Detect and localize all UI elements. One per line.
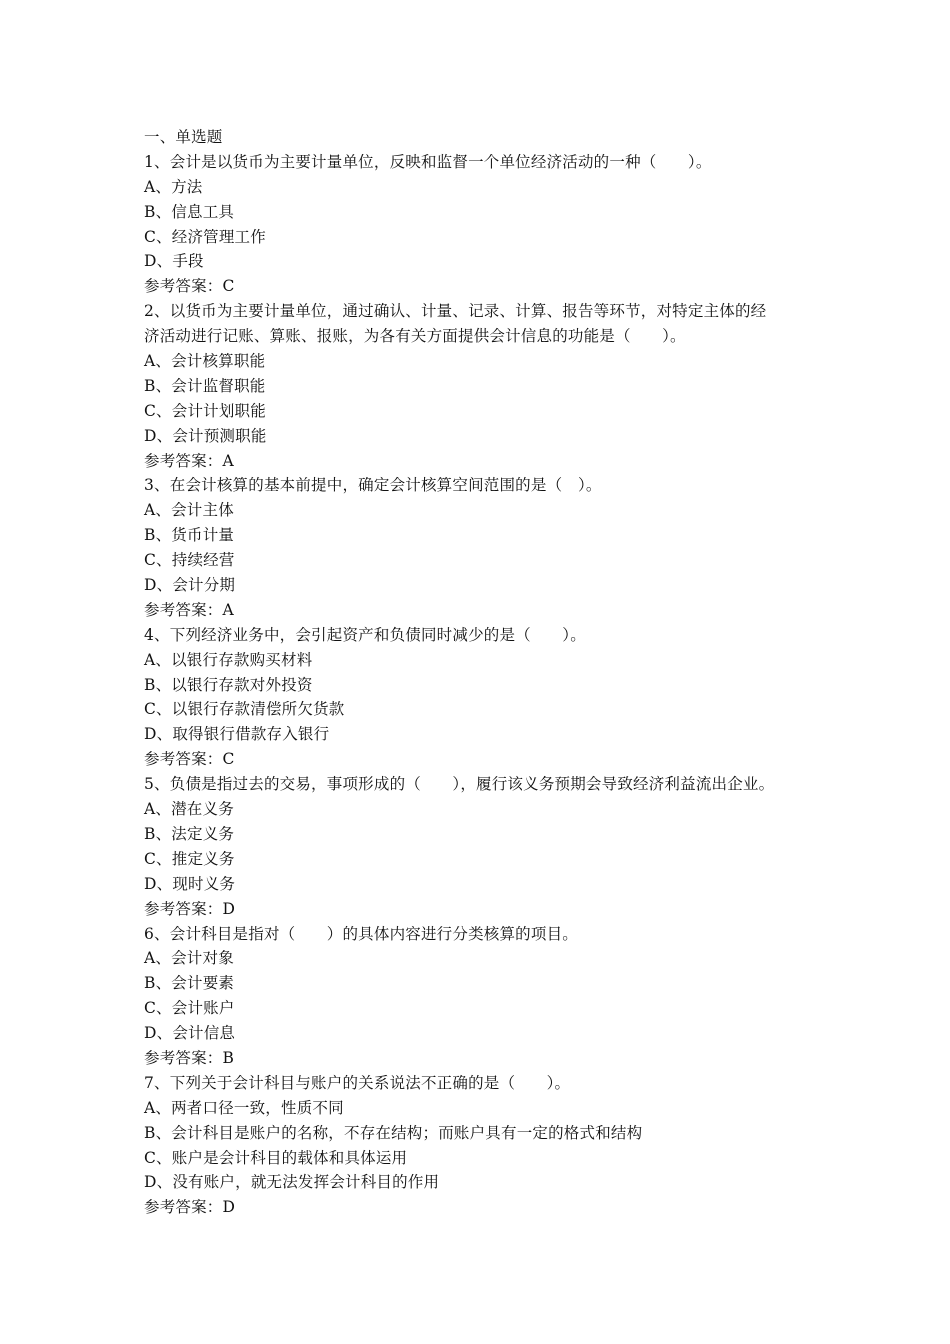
option-d: D、手段 [144,252,204,271]
question-stem: 4、下列经济业务中，会引起资产和负债同时减少的是（ ）。 [144,625,586,644]
reference-answer: 参考答案：C [144,277,235,296]
option-c: C、会计账户 [144,999,235,1018]
option-a: A、两者口径一致，性质不同 [144,1098,344,1117]
option-d: D、会计分期 [144,576,236,595]
option-b: B、以银行存款对外投资 [144,675,313,694]
reference-answer: 参考答案：D [144,899,236,918]
question-2 [144,299,824,473]
option-d: D、取得银行借款存入银行 [144,725,330,744]
question-stem: 7、下列关于会计科目与账户的关系说法不正确的是（ ）。 [144,1073,571,1092]
option-a: A、以银行存款购买材料 [144,650,313,669]
question-stem: 6、会计科目是指对（ ）的具体内容进行分类核算的项目。 [144,924,578,943]
option-d: D、会计信息 [144,1024,236,1043]
question-4 [144,623,824,772]
option-b: B、信息工具 [144,202,235,221]
reference-answer: 参考答案：A [144,600,234,619]
option-d: D、现时义务 [144,874,236,893]
option-a: A、会计对象 [144,949,234,968]
question-stem-line-2: 济活动进行记账、算账、报账，为各有关方面提供会计信息的功能是（ ）。 [144,327,686,346]
option-c: C、以银行存款清偿所欠货款 [144,700,345,719]
option-c: C、账户是会计科目的载体和具体运用 [144,1148,408,1167]
option-b: B、会计科目是账户的名称，不存在结构；而账户具有一定的格式和结构 [144,1123,643,1142]
reference-answer: 参考答案：B [144,1048,235,1067]
option-b: B、货币计量 [144,526,235,545]
question-stem-line-1: 2、以货币为主要计量单位，通过确认、计量、记录、计算、报告等环节，对特定主体的经 [144,302,767,321]
question-stem: 1、会计是以货币为主要计量单位，反映和监督一个单位经济活动的一种（ ）。 [144,152,712,171]
option-d: D、没有账户，就无法发挥会计科目的作用 [144,1173,440,1192]
option-b: B、法定义务 [144,824,235,843]
option-a: A、潜在义务 [144,800,234,819]
option-c: C、推定义务 [144,849,235,868]
option-c: C、会计计划职能 [144,401,266,420]
question-3 [144,473,824,622]
option-a: A、会计主体 [144,501,234,520]
reference-answer: 参考答案：D [144,1198,236,1217]
option-c: C、经济管理工作 [144,227,266,246]
section-title: 一、单选题 [144,128,223,146]
document-page [144,125,824,1220]
question-stem: 3、在会计核算的基本前提中，确定会计核算空间范围的是（ ）。 [144,476,602,495]
reference-answer: 参考答案：C [144,750,235,769]
option-b: B、会计要素 [144,974,235,993]
option-a: A、会计核算职能 [144,352,266,371]
option-b: B、会计监督职能 [144,376,266,395]
question-6 [144,922,824,1071]
option-a: A、方法 [144,177,203,196]
question-stem: 5、负债是指过去的交易，事项形成的（ ），履行该义务预期会导致经济利益流出企业。 [144,775,775,794]
question-7 [144,1071,824,1220]
question-1 [144,150,824,299]
option-d: D、会计预测职能 [144,426,267,445]
option-c: C、持续经营 [144,551,235,570]
reference-answer: 参考答案：A [144,451,234,470]
question-5 [144,772,824,921]
